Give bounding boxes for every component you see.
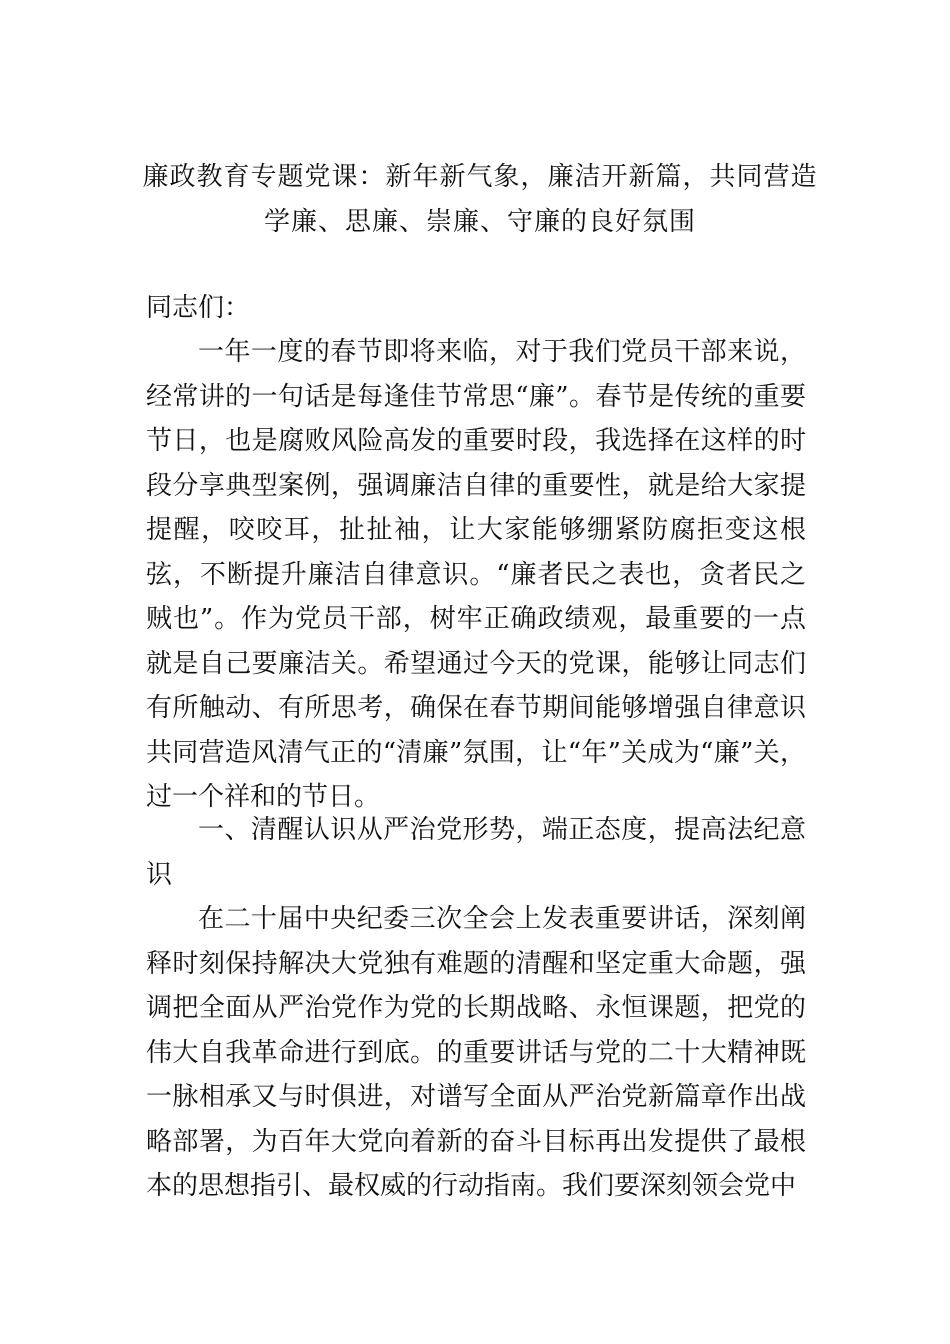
section-heading-1: 一、清醒认识从严治党形势，端正态度，提高法纪意识: [146, 815, 806, 890]
paragraph-intro: 一年一度的春节即将来临，对于我们党员干部来说，经常讲的一句话是每逢佳节常思“廉”。春节是传统的重要节日，也是腐败风险高发的重要时段，我选择在这样的时段分享典型案例，强调廉洁自律的重要性，就是给大家提提醒，咬咬耳，扯扯袖，让大家能够绷紧防腐拒变这根弦，不断提升廉洁自律意识。“廉者民之表也，贪者民之贼也”。作为党员干部，树牢正确政绩观，最重要的一点就是自己要廉洁关。希望通过今天的党课，能够让同志们有所触动、有所思考，确保在春节期间能够增强自律意识共同营造风清气正的“清廉”氛围，让“年”关成为“廉”关，过一个祥和的节日。: [146, 337, 806, 812]
paragraph-section-1: 在二十届中央纪委三次全会上发表重要讲话，深刻阐释时刻保持解决大党独有难题的清醒和坚定重大命题，强调把全面从严治党作为党的长期战略、永恒课题，把党的伟大自我革命进行到底。的重要讲话与党的二十大精神既一脉相承又与时俱进，对谱写全面从严治党新篇章作出战略部署，为百年大党向着新的奋斗目标再出发提供了最根本的思想指引、最权威的行动指南。我们要深刻领会党中: [146, 904, 806, 1201]
salutation: 同志们：: [146, 293, 251, 323]
document-title-line-2: 学廉、思廉、崇廉、守廉的良好氛围: [263, 207, 696, 237]
document-title-line-1: 廉政教育专题党课：新年新气象，廉洁开新篇，共同营造: [142, 162, 818, 192]
